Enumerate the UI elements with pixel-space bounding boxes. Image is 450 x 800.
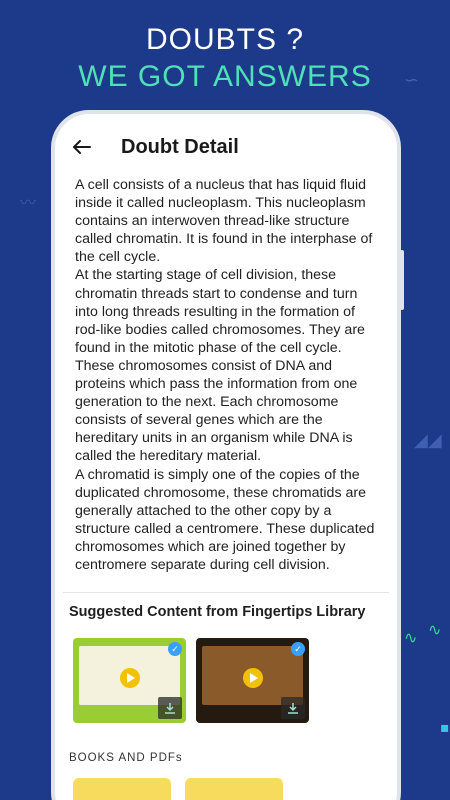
back-button[interactable] <box>67 132 97 162</box>
check-icon: ✓ <box>168 642 182 656</box>
books-list <box>73 778 283 800</box>
promo-headline <box>0 22 450 96</box>
suggested-content-title: Suggested Content from Fingertips Library <box>69 604 366 620</box>
check-icon: ✓ <box>291 642 305 656</box>
suggested-video-card[interactable] <box>196 638 309 723</box>
suggested-video-card[interactable] <box>73 638 186 723</box>
doubt-answer-text <box>75 176 381 574</box>
decoration-dot: ▪ <box>440 720 450 736</box>
phone-frame <box>51 110 401 800</box>
answer-paragraph: A cell consists of a nucleus that has liquid fluid inside it called nucleoplasm. This nucleoplasm contains an interwoven thread-like structure called chromatin. It is found in the interphase of the cell cycle. <box>75 177 373 266</box>
book-card[interactable] <box>73 778 171 800</box>
decoration-squiggle: ∽ <box>404 70 420 91</box>
decoration-squiggle: 〰 <box>20 193 37 212</box>
play-icon[interactable] <box>120 668 140 688</box>
download-icon <box>287 702 299 714</box>
decoration-squiggle: ∿ <box>428 620 442 639</box>
headline-line-1: DOUBTS ? <box>145 23 305 56</box>
answer-paragraph: A chromatid is simply one of the copies of the duplicated chromosome, these chromatids are generally attached to the other copy by a structure called a centromere. These duplicated chromosomes which are joined together by centromere separate during cell division. <box>75 466 375 573</box>
arrow-left-icon <box>73 140 91 154</box>
page-title: Doubt Detail <box>121 135 239 158</box>
download-icon <box>164 702 176 714</box>
download-button[interactable] <box>281 697 305 719</box>
app-bar <box>55 132 397 162</box>
books-section-title: BOOKS AND PDFs <box>69 752 183 764</box>
decoration-squiggle: ∿ <box>404 628 418 647</box>
headline-line-2: WE GOT ANSWERS <box>78 60 372 93</box>
section-divider <box>63 592 389 593</box>
download-button[interactable] <box>158 697 182 719</box>
suggested-content-list <box>73 638 309 723</box>
answer-paragraph: At the starting stage of cell division, these chromatin threads start to condense and turn into long threads resulting in the formation of rod-like bodies called chromosomes. They are found in the mitotic phase of the cell cycle. These chromosomes consist of DNA and proteins which pass the information from one generation to the next. Each chromosome consists of several genes which are the hereditary units in an organism while DNA is called the hereditary material. <box>75 267 365 465</box>
play-icon[interactable] <box>243 668 263 688</box>
decoration-squiggle: ◢◢ <box>414 430 442 451</box>
book-card[interactable] <box>185 778 283 800</box>
